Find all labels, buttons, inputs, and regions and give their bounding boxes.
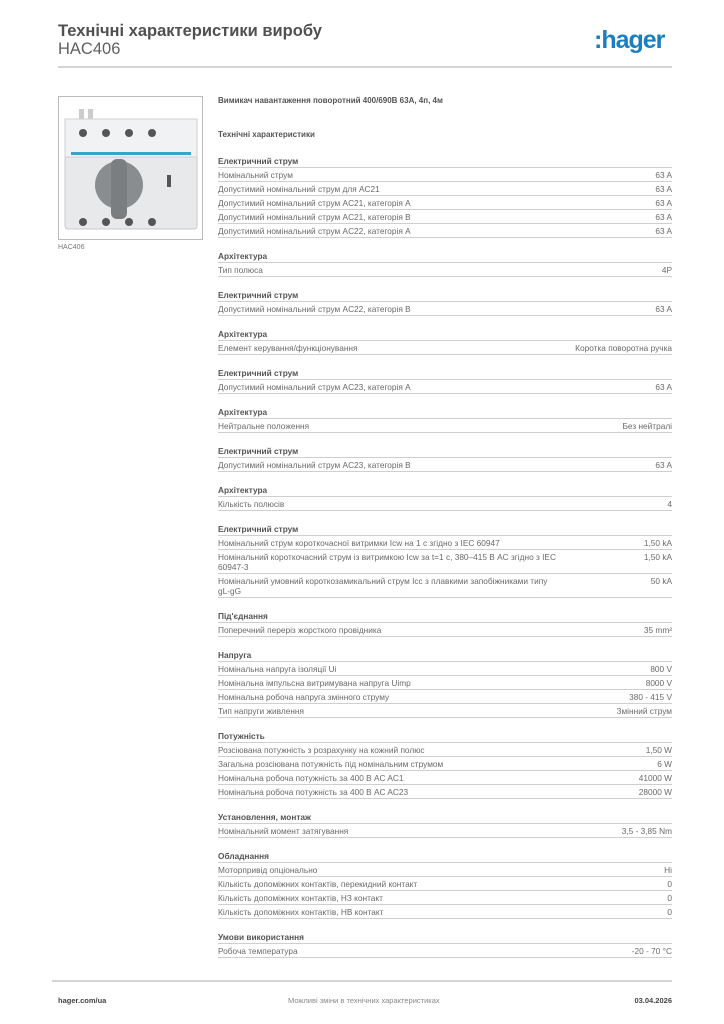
spec-row <box>218 785 672 799</box>
section-heading: Обладнання <box>218 850 672 863</box>
spec-value: 4 <box>667 498 672 509</box>
spec-value: 8000 V <box>645 677 672 688</box>
spec-value: 50 kA <box>650 575 672 586</box>
spec-label: Тип напруги живлення <box>218 705 304 716</box>
spec-label: Допустимий номінальний струм AC22, категорія A <box>218 225 411 236</box>
spec-label: Поперечний переріз жорсткого провідника <box>218 624 382 635</box>
spec-section <box>218 367 672 394</box>
spec-row <box>218 704 672 718</box>
spec-label: Номінальна робоча потужність за 400 В AC AC1 <box>218 772 404 783</box>
spec-label: Номінальний струм <box>218 169 293 180</box>
spec-value: 63 A <box>655 225 672 236</box>
spec-row <box>218 196 672 210</box>
spec-label: Номінальна імпульсна витримувана напруга Uimp <box>218 677 411 688</box>
section-heading: Архітектура <box>218 406 672 419</box>
image-caption: HAC406 <box>58 244 85 251</box>
spec-row <box>218 757 672 771</box>
spec-value: 0 <box>667 892 672 903</box>
spec-label: Допустимий номінальний струм AC21, категорія A <box>218 197 411 208</box>
spec-row <box>218 182 672 196</box>
section-heading: Електричний струм <box>218 289 672 302</box>
spec-label: Номінальна робоча потужність за 400 В AC AC23 <box>218 786 409 797</box>
spec-value: 41000 W <box>638 772 672 783</box>
spec-label: Кількість допоміжних контактів, перекидний контакт <box>218 878 418 889</box>
section-heading: Архітектура <box>218 328 672 341</box>
section-heading: Архітектура <box>218 250 672 263</box>
spec-label: Номінальна робоча напруга змінного струму <box>218 691 390 702</box>
hager-logo: :hager <box>594 26 665 54</box>
section-heading: Електричний струм <box>218 523 672 536</box>
spec-section <box>218 730 672 799</box>
spec-value: Ні <box>664 864 672 875</box>
product-code: HAC406 <box>58 40 121 58</box>
spec-section <box>218 931 672 958</box>
spec-value: 35 mm² <box>643 624 672 635</box>
spec-value: 63 A <box>655 197 672 208</box>
tech-heading: Технічні характеристики <box>218 130 315 139</box>
spec-row <box>218 458 672 472</box>
spec-row <box>218 550 672 574</box>
section-heading: Електричний струм <box>218 445 672 458</box>
section-heading: Напруга <box>218 649 672 662</box>
section-heading: Під'єднання <box>218 610 672 623</box>
spec-row <box>218 341 672 355</box>
spec-label: Загальна розсіювана потужність під номінальним струмом <box>218 758 444 769</box>
spec-row <box>218 380 672 394</box>
header-divider <box>58 66 672 68</box>
spec-value: 1,50 W <box>645 744 672 755</box>
spec-label: Допустимий номінальний струм AC22, категорія B <box>218 303 411 314</box>
spec-value: 63 A <box>655 169 672 180</box>
section-heading: Установлення, монтаж <box>218 811 672 824</box>
spec-row <box>218 690 672 704</box>
section-heading: Електричний струм <box>218 367 672 380</box>
spec-section <box>218 250 672 277</box>
spec-row <box>218 574 672 598</box>
spec-label: Нейтральне положення <box>218 420 310 431</box>
spec-value: 380 - 415 V <box>629 691 672 702</box>
section-heading: Умови використання <box>218 931 672 944</box>
spec-value: Без нейтралі <box>622 420 672 431</box>
spec-label: Допустимий номінальний струм для AC21 <box>218 183 380 194</box>
spec-section <box>218 155 672 238</box>
spec-section <box>218 445 672 472</box>
spec-label: Елемент керування/функціонування <box>218 342 358 353</box>
spec-section <box>218 811 672 838</box>
product-image <box>58 96 203 240</box>
spec-row <box>218 891 672 905</box>
spec-row <box>218 905 672 919</box>
spec-section <box>218 850 672 919</box>
spec-row <box>218 944 672 958</box>
spec-row <box>218 662 672 676</box>
spec-value: 3,5 - 3,85 Nm <box>621 825 672 836</box>
spec-section <box>218 610 672 637</box>
spec-label: Допустимий номінальний струм AC21, категорія B <box>218 211 411 222</box>
spec-value: 800 V <box>650 663 672 674</box>
page-title: Технічні характеристики виробу <box>58 22 322 40</box>
spec-label: Допустимий номінальний струм AC23, категорія B <box>218 459 411 470</box>
spec-value: 63 A <box>655 459 672 470</box>
spec-row <box>218 210 672 224</box>
spec-value: 1,50 kA <box>643 537 672 548</box>
spec-row <box>218 623 672 637</box>
spec-value: 1,50 kA <box>643 551 672 562</box>
spec-value: 28000 W <box>638 786 672 797</box>
footer-date: 03.04.2026 <box>634 996 672 1005</box>
spec-section <box>218 289 672 316</box>
spec-value: Коротка поворотна ручка <box>575 342 672 353</box>
footer-note: Можливі зміни в технічних характеристиках <box>288 996 440 1005</box>
spec-section <box>218 649 672 718</box>
spec-value: 63 A <box>655 381 672 392</box>
footer-divider <box>52 980 672 982</box>
spec-label: Робоча температура <box>218 945 298 956</box>
spec-row <box>218 168 672 182</box>
spec-label: Тип полюса <box>218 264 263 275</box>
spec-label: Номінальний короткочасний струм із витримкою Icw за t=1 с, 380–415 В AC згідно з IEC 60947-3 <box>218 551 556 572</box>
spec-value: Змінний струм <box>616 705 672 716</box>
spec-section <box>218 523 672 598</box>
spec-label: Кількість полюсів <box>218 498 285 509</box>
section-heading: Архітектура <box>218 484 672 497</box>
spec-label: Номінальна напруга ізоляції Ui <box>218 663 337 674</box>
spec-section <box>218 484 672 511</box>
spec-section <box>218 328 672 355</box>
spec-row <box>218 263 672 277</box>
spec-row <box>218 771 672 785</box>
spec-value: -20 - 70 °C <box>631 945 672 956</box>
spec-label: Допустимий номінальний струм AC23, категорія A <box>218 381 411 392</box>
spec-value: 6 W <box>657 758 672 769</box>
section-heading: Електричний струм <box>218 155 672 168</box>
spec-value: 63 A <box>655 303 672 314</box>
spec-content <box>218 96 672 958</box>
spec-row <box>218 302 672 316</box>
spec-value: 0 <box>667 878 672 889</box>
spec-row <box>218 863 672 877</box>
product-name: Вимикач навантаження поворотний 400/690В 63А, 4п, 4м <box>218 96 443 105</box>
spec-label: Кількість допоміжних контактів, НВ контакт <box>218 906 384 917</box>
spec-sections <box>218 155 672 958</box>
spec-row <box>218 824 672 838</box>
section-heading: Потужність <box>218 730 672 743</box>
spec-label: Моторпривід опціонально <box>218 864 318 875</box>
spec-label: Номінальний умовний короткозамикальний струм Icc з плавкими запобіжниками типу gL-gG <box>218 575 548 596</box>
spec-label: Номінальний момент затягування <box>218 825 349 836</box>
spec-value: 63 A <box>655 211 672 222</box>
spec-row <box>218 224 672 238</box>
spec-row <box>218 676 672 690</box>
spec-value: 0 <box>667 906 672 917</box>
spec-row <box>218 536 672 550</box>
spec-row <box>218 419 672 433</box>
spec-label: Кількість допоміжних контактів, НЗ контакт <box>218 892 383 903</box>
spec-label: Розсіювана потужність з розрахунку на кожний полюс <box>218 744 425 755</box>
spec-row <box>218 497 672 511</box>
spec-label: Номінальний струм короткочасної витримки Icw на 1 с згідно з IEC 60947 <box>218 537 500 548</box>
spec-value: 63 A <box>655 183 672 194</box>
footer-website[interactable]: hager.com/ua <box>58 996 107 1005</box>
spec-value: 4P <box>661 264 672 275</box>
spec-section <box>218 406 672 433</box>
spec-row <box>218 743 672 757</box>
spec-row <box>218 877 672 891</box>
